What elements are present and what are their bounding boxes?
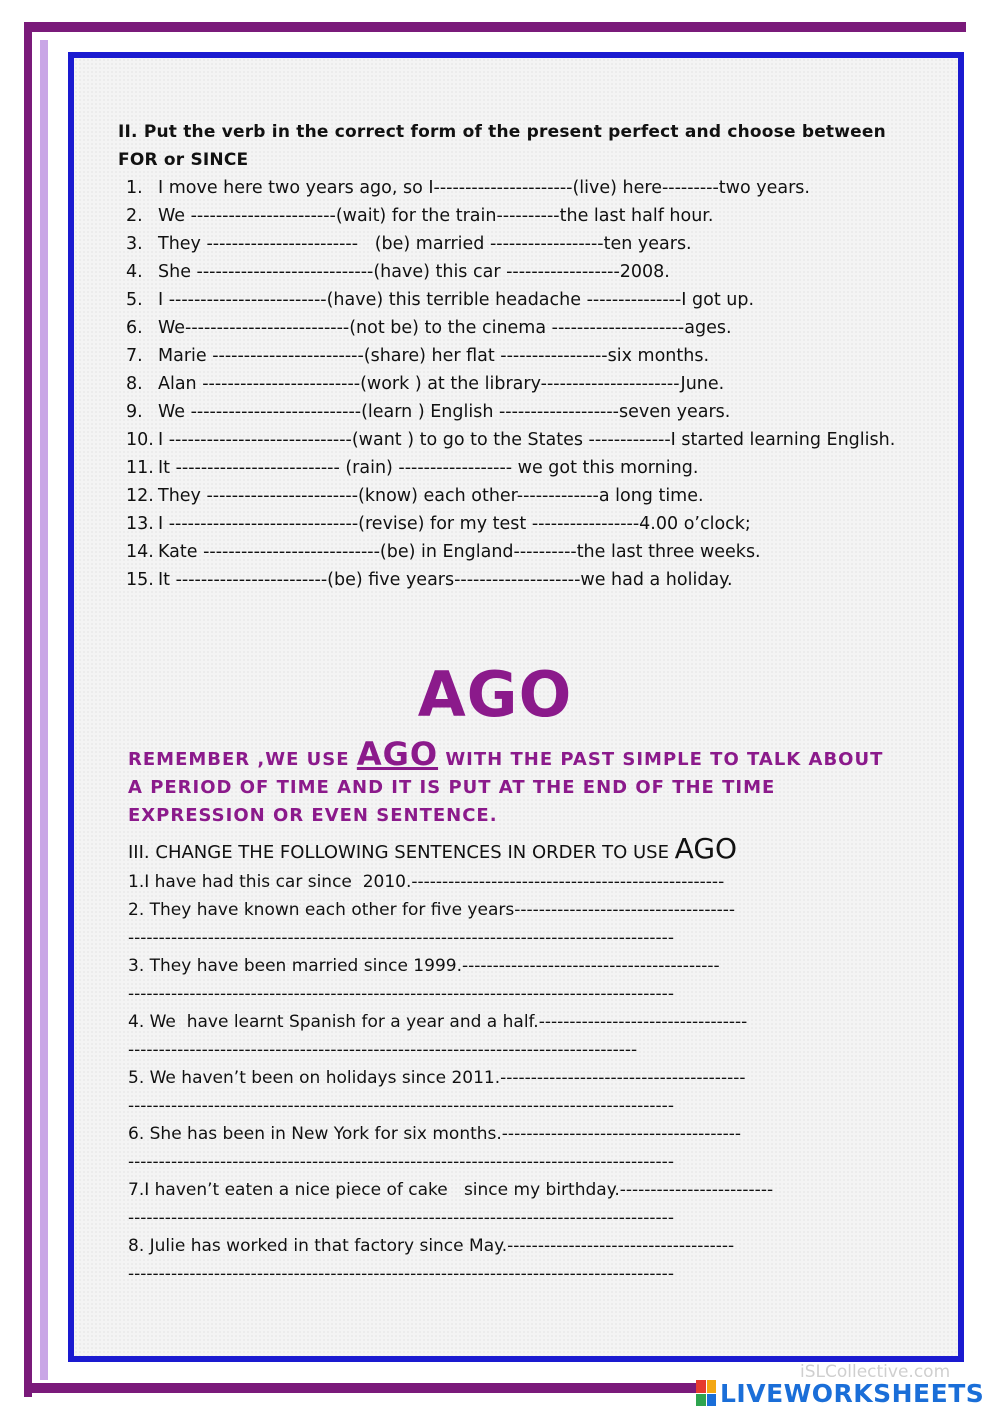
exercise-item-number: 10. — [126, 430, 154, 450]
remember-note — [128, 735, 888, 830]
answer-line[interactable]: ----------------------------------------------------------------------------------- — [128, 1040, 638, 1060]
exercise-item — [118, 482, 918, 510]
exercise-item — [118, 342, 918, 370]
page-border-left-inner — [40, 40, 48, 1380]
exercise-item-text: I -------------------------(have) this terrible headache ---------------I got up. — [158, 290, 755, 310]
exercise-item-number: 13. — [126, 514, 154, 534]
change-item: 8. Julie has worked in that factory since May.------------------------------------- — [128, 1236, 735, 1256]
section-3-heading-ago: AGO — [674, 832, 738, 865]
remember-ago: AGO — [356, 735, 439, 773]
answer-line[interactable]: ----------------------------------------------------------------------------------------- — [128, 1264, 674, 1284]
section-3-heading — [128, 834, 737, 868]
page-border-bottom — [24, 1383, 704, 1393]
exercise-item — [118, 314, 918, 342]
change-item: 3. They have been married since 1999.------------------------------------------ — [128, 956, 720, 976]
exercise-item-number: 4. — [126, 262, 143, 282]
exercise-item-text: I -----------------------------(want ) to go to the States -------------I started learning English. — [158, 430, 896, 450]
answer-line[interactable]: ----------------------------------------------------------------------------------------- — [128, 928, 674, 948]
answer-line[interactable]: ----------------------------------------------------------------------------------------- — [128, 1208, 674, 1228]
watermark: iSLCollective.com — [800, 1362, 951, 1382]
change-item: 6. She has been in New York for six months.--------------------------------------- — [128, 1124, 742, 1144]
exercise-item-number: 7. — [126, 346, 143, 366]
exercise-item-text: We--------------------------(not be) to the cinema ---------------------ages. — [158, 318, 732, 338]
change-item: 1.I have had this car since 2010.--------------------------------------------------- — [128, 872, 725, 892]
exercise-item — [118, 566, 918, 594]
section-3-list — [128, 868, 888, 1288]
logo-mark-icon — [696, 1380, 716, 1406]
remember-after: WITH THE PAST SIMPLE TO TALK ABOUT A PERIOD OF TIME AND IT IS PUT AT THE END OF THE TIME EXPRESSION OR EVEN SENTENCE. — [128, 749, 884, 826]
exercise-item-number: 12. — [126, 486, 154, 506]
change-item: 4. We have learnt Spanish for a year and a half.---------------------------------- — [128, 1012, 748, 1032]
page-border-top — [24, 22, 966, 32]
exercise-item-number: 15. — [126, 570, 154, 590]
section-2-list — [118, 174, 918, 594]
exercise-item — [118, 286, 918, 314]
exercise-item-text: Alan -------------------------(work ) at the library----------------------June. — [158, 374, 725, 394]
exercise-item-text: We -----------------------(wait) for the train----------the last half hour. — [158, 206, 714, 226]
exercise-item — [118, 538, 918, 566]
exercise-item-number: 6. — [126, 318, 143, 338]
change-item: 2. They have known each other for five years------------------------------------ — [128, 900, 736, 920]
exercise-item-text: I move here two years ago, so I----------------------(live) here---------two years. — [158, 178, 810, 198]
section-2 — [118, 118, 918, 594]
logo-text: LIVEWORKSHEETS — [720, 1378, 985, 1408]
exercise-item-text: We ---------------------------(learn ) English -------------------seven years. — [158, 402, 731, 422]
section-2-heading: II. Put the verb in the correct form of the present perfect and choose between FOR or SINCE — [118, 122, 886, 170]
remember-before: REMEMBER ,WE USE — [128, 749, 357, 770]
exercise-item — [118, 370, 918, 398]
answer-line[interactable]: ----------------------------------------------------------------------------------------- — [128, 1096, 674, 1116]
section-3-heading-text: III. CHANGE THE FOLLOWING SENTENCES IN ORDER TO USE — [128, 842, 675, 863]
exercise-item-text: It -------------------------- (rain) ------------------ we got this morning. — [158, 458, 699, 478]
exercise-item-text: Kate ----------------------------(be) in England----------the last three weeks. — [158, 542, 761, 562]
exercise-item-number: 1. — [126, 178, 143, 198]
exercise-item-text: Marie ------------------------(share) her flat -----------------six months. — [158, 346, 710, 366]
exercise-item — [118, 258, 918, 286]
page-border-left-outer — [24, 22, 32, 1397]
ago-title: AGO — [417, 658, 573, 731]
exercise-item — [118, 398, 918, 426]
exercise-item-text: They ------------------------(know) each other-------------a long time. — [158, 486, 704, 506]
exercise-item-number: 9. — [126, 402, 143, 422]
exercise-item-number: 14. — [126, 542, 154, 562]
exercise-item — [118, 202, 918, 230]
exercise-item-text: I ------------------------------(revise) for my test -----------------4.00 o’clock; — [158, 514, 751, 534]
liveworksheets-logo — [696, 1378, 984, 1408]
exercise-item-number: 11. — [126, 458, 154, 478]
exercise-item — [118, 426, 918, 454]
exercise-item — [118, 510, 918, 538]
exercise-item-text: It ------------------------(be) five years--------------------we had a holiday. — [158, 570, 733, 590]
exercise-item — [118, 174, 918, 202]
exercise-item-number: 2. — [126, 206, 143, 226]
answer-line[interactable]: ----------------------------------------------------------------------------------------- — [128, 1152, 674, 1172]
exercise-item-number: 3. — [126, 234, 143, 254]
exercise-item-number: 8. — [126, 374, 143, 394]
exercise-item-text: They ------------------------ (be) married ------------------ten years. — [158, 234, 692, 254]
answer-line[interactable]: ----------------------------------------------------------------------------------------- — [128, 984, 674, 1004]
change-item: 5. We haven’t been on holidays since 2011.---------------------------------------- — [128, 1068, 746, 1088]
exercise-item-text: She ----------------------------(have) this car ------------------2008. — [158, 262, 670, 282]
exercise-item — [118, 454, 918, 482]
change-item: 7.I haven’t eaten a nice piece of cake since my birthday.------------------------- — [128, 1180, 774, 1200]
exercise-item — [118, 230, 918, 258]
exercise-item-number: 5. — [126, 290, 143, 310]
